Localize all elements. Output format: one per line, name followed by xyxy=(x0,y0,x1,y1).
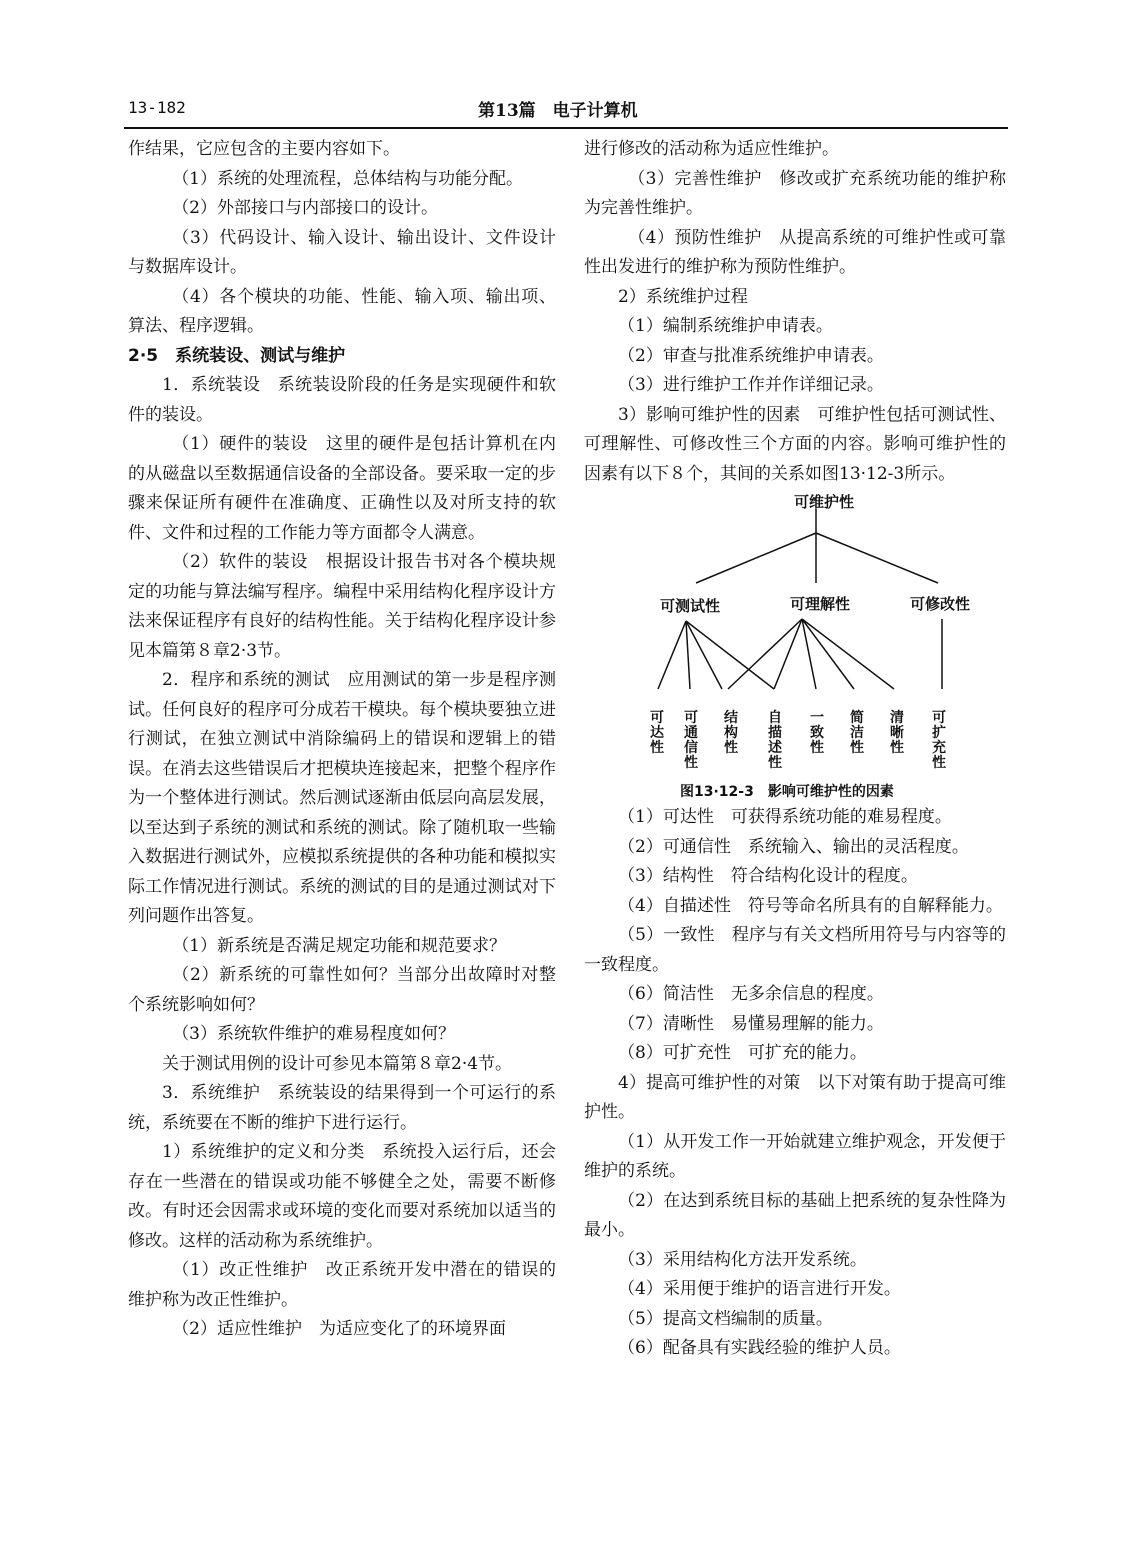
paragraph: 2．程序和系统的测试 应用测试的第一步是程序测试。任何良好的程序可分成若干模块。每个模块要独立进行测试，在独立测试中消除编码上的错误和逻辑上的错误。在消去这些错误后才把模块连接起来，把整个程序作为一个整体进行测试。然后测试逐渐由低层向高层发展，以至达到子系统的测试和系统的测试。除了随机取一些输入数据进行测试外，应模拟系统提供的各种功能和模拟实际工作情况进行测试。系统的测试的目的是通过测试对下列问题作出答复。 xyxy=(128,670,556,926)
edge-test-3 xyxy=(686,621,722,689)
edge-und-4 xyxy=(774,619,802,689)
figure-13-12-3 xyxy=(584,491,1006,803)
paragraph: （4）预防性维护 从提高系统的可维护性或可靠性出发进行的维护称为预防性维护。 xyxy=(584,227,1006,277)
leaf-factor: 结构性 xyxy=(724,710,738,756)
paragraph: 1．系统装设 系统装设阶段的任务是实现硬件和软件的装设。 xyxy=(128,375,556,425)
right-column xyxy=(584,135,1006,1364)
edge-und-7 xyxy=(802,619,894,689)
paragraph: （1）从开发工作一开始就建立维护观念，开发便于维护的系统。 xyxy=(584,1131,1006,1181)
node-category: 可修改性 xyxy=(910,595,971,613)
header-rule xyxy=(124,127,1008,129)
node-root: 可维护性 xyxy=(794,493,855,511)
paragraph: （6）配备具有实践经验的维护人员。 xyxy=(618,1338,901,1358)
leaf-factor: 简洁性 xyxy=(850,710,864,756)
figure-caption: 图13·12-3 影响可维护性的因素 xyxy=(680,784,894,800)
paragraph: 作结果，它应包含的主要内容如下。 xyxy=(128,139,400,159)
leaf-factor: 一致性 xyxy=(810,710,824,756)
paragraph: （5）提高文档编制的质量。 xyxy=(618,1308,833,1329)
paragraph: （1）新系统是否满足规定功能和规范要求？ xyxy=(172,935,507,956)
paragraph: （1）可达性 可获得系统功能的难易程度。 xyxy=(618,807,952,827)
paragraph: （2）在达到系统目标的基础上把系统的复杂性降为最小。 xyxy=(584,1190,1006,1240)
page-header xyxy=(128,96,1008,126)
paragraph: （3）完善性维护 修改或扩充系统功能的维护称为完善性维护。 xyxy=(584,168,1006,218)
paragraph: 2）系统维护过程 xyxy=(618,286,748,307)
leaf-factor: 可达性 xyxy=(650,710,664,756)
paragraph: （2）可通信性 系统输入、输出的灵活程度。 xyxy=(618,836,969,857)
edge-root-testability xyxy=(696,533,816,583)
paragraph: （4）各个模块的功能、性能、输入项、输出项、算法、程序逻辑。 xyxy=(128,286,556,336)
right-column-bottom xyxy=(584,803,1006,1364)
edge-root-modifiability xyxy=(816,533,938,583)
paragraph: （3）进行维护工作并作详细记录。 xyxy=(618,375,884,395)
edge-test-1 xyxy=(658,621,686,689)
node-category: 可理解性 xyxy=(790,595,851,613)
paragraph: （2）外部接口与内部接口的设计。 xyxy=(172,198,439,218)
paragraph: 4）提高可维护性的对策 以下对策有助于提高可维护性。 xyxy=(584,1072,1006,1122)
node-category: 可测试性 xyxy=(660,597,721,615)
running-title: 第13篇 电子计算机 xyxy=(478,101,638,121)
edge-und-6 xyxy=(802,619,854,689)
paragraph: （3）结构性 符合结构化设计的程度。 xyxy=(618,866,918,886)
paragraph: 3．系统维护 系统装设的结果得到一个可运行的系统，系统要在不断的维护下进行运行。 xyxy=(128,1083,556,1133)
paragraph: 进行修改的活动称为适应性维护。 xyxy=(584,139,839,159)
paragraph: （1）改正性维护 改正系统开发中潜在的错误的维护称为改正性维护。 xyxy=(128,1260,556,1310)
paragraph: （2）适应性维护 为适应变化了的环境界面 xyxy=(172,1319,507,1339)
paragraph: （3）代码设计、输入设计、输出设计、文件设计与数据库设计。 xyxy=(128,227,556,277)
leaf-factor: 可通信性 xyxy=(684,710,698,771)
right-column-top xyxy=(584,135,1006,489)
left-column xyxy=(128,135,556,1345)
paragraph: （2）新系统的可靠性如何？当部分出故障时对整个系统影响如何？ xyxy=(128,965,556,1015)
paragraph: （2）软件的装设 根据设计报告书对各个模块规定的功能与算法编写程序。编程中采用结构化程序设计方法来保证程序有良好的结构性能。关于结构化程序设计参见本篇第８章2·3节。 xyxy=(128,552,556,661)
paragraph: （4）采用便于维护的语言进行开发。 xyxy=(618,1279,901,1299)
leaf-factor: 清晰性 xyxy=(890,710,904,756)
page-number: 13-182 xyxy=(128,98,186,117)
paragraph: 1）系统维护的定义和分类 系统投入运行后，还会存在一些潜在的错误或功能不够健全之处，需要不断修改。有时还会因需求或环境的变化而要对系统加以适当的修改。这样的活动称为系统维护。 xyxy=(128,1142,556,1251)
leaf-factor: 自描述性 xyxy=(768,710,782,771)
paragraph: （1）编制系统维护申请表。 xyxy=(618,316,833,336)
section-heading: 2·5 系统装设、测试与维护 xyxy=(128,345,346,366)
paragraph: （1）系统的处理流程，总体结构与功能分配。 xyxy=(172,168,524,189)
paragraph: （1）硬件的装设 这里的硬件是包括计算机在内的从磁盘以至数据通信设备的全部设备。要采取一定的步骤来保证所有硬件在准确度、正确性以及对所支持的软件、文件和过程的工作能力等方面都令人满意。 xyxy=(128,434,556,543)
leaf-factor: 可扩充性 xyxy=(932,710,946,771)
paragraph: （6）简洁性 无多余信息的程度。 xyxy=(618,984,884,1004)
paragraph: （2）审查与批准系统维护申请表。 xyxy=(618,345,884,366)
paragraph: （5）一致性 程序与有关文档所用符号与内容等的一致程度。 xyxy=(584,925,1006,975)
paragraph: （3）系统软件维护的难易程度如何？ xyxy=(172,1024,456,1044)
paragraph: 3）影响可维护性的因素 可维护性包括可测试性、可理解性、可修改性三个方面的内容。影响可维护性的因素有以下８个，其间的关系如图13·12-3所示。 xyxy=(584,404,1006,484)
paragraph: 关于测试用例的设计可参见本篇第８章2·4节。 xyxy=(162,1053,513,1074)
edge-test-4 xyxy=(686,621,774,689)
paragraph: （7）清晰性 易懂易理解的能力。 xyxy=(618,1013,884,1034)
paragraph: （8）可扩充性 可扩充的能力。 xyxy=(618,1043,867,1063)
edge-und-3 xyxy=(728,619,802,689)
paragraph: （3）采用结构化方法开发系统。 xyxy=(618,1249,867,1270)
paragraph: （4）自描述性 符号等命名所具有的自解释能力。 xyxy=(618,895,1003,916)
edge-test-2 xyxy=(686,621,690,689)
